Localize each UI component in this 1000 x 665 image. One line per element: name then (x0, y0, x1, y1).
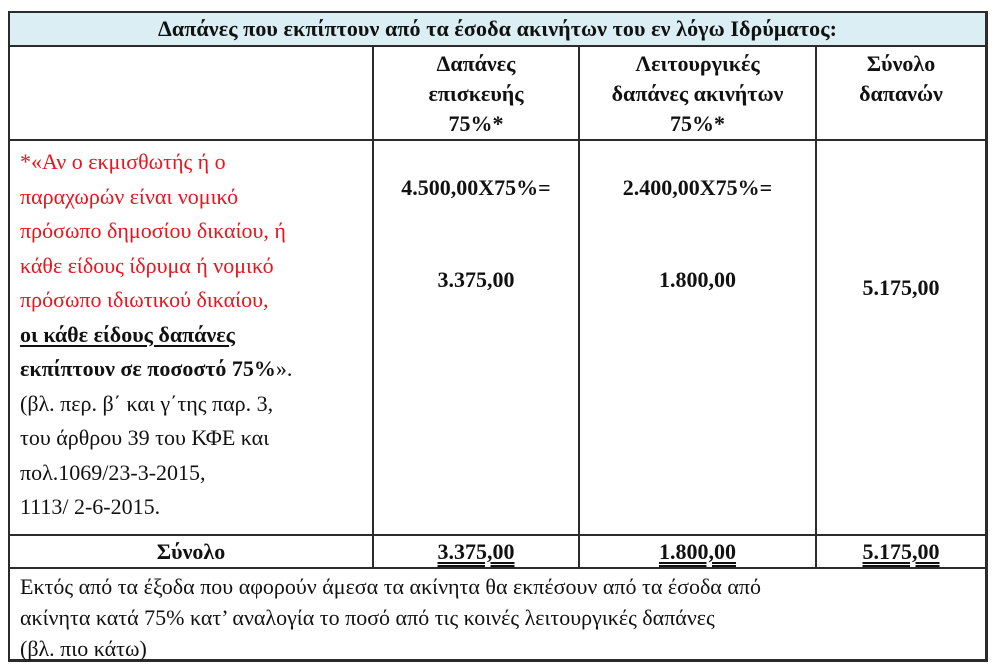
repair-calculation-cell (374, 141, 580, 534)
header-line: Δαπάνες (436, 51, 516, 76)
sum-row (10, 536, 985, 569)
note-line: κάθε είδους ίδρυμα ή νομικό (20, 252, 274, 278)
header-line: Λειτουργικές (635, 51, 760, 76)
calculation-row (10, 141, 985, 536)
sum-repair-value: 3.375,00 (437, 538, 515, 564)
header-line: 75%* (670, 111, 725, 136)
header-empty-cell (10, 47, 374, 139)
note-quote-close: ». (275, 356, 293, 381)
note-reference-line: 1113/ 2-6-2015. (20, 494, 161, 519)
note-reference-line: (βλ. περ. β΄ και γ΄της παρ. 3, (20, 390, 274, 416)
sum-total-value: 5.175,00 (862, 538, 940, 564)
header-line: δαπανών (859, 81, 943, 106)
table-title: Δαπάνες που εκπίπτουν από τα έσοδα ακινήτων του εν λόγω Ιδρύματος: (10, 13, 985, 47)
footer-line: ακίνητα κατά 75% κατ’ αναλογία το ποσό από τις κοινές λειτουργικές δαπάνες (20, 605, 715, 630)
repair-result: 3.375,00 (437, 267, 515, 292)
sum-label: Σύνολο (10, 536, 374, 567)
header-line: Σύνολο (866, 51, 936, 76)
sum-operating-value: 1.800,00 (659, 538, 736, 564)
header-line: 75%* (448, 111, 504, 136)
operating-formula: 2.400,00X75%= (622, 175, 773, 200)
note-line: πρόσωπο δημοσίου δικαίου, ή (20, 218, 286, 243)
footer-line: (βλ. πιο κάτω) (20, 636, 147, 661)
sum-total-cell (817, 536, 985, 567)
legal-note-cell (10, 141, 374, 534)
note-line: *«Αν ο εκμισθωτής ή ο (20, 149, 226, 174)
note-line: πρόσωπο ιδιωτικού δικαίου, (20, 287, 269, 312)
deductible-expenses-table (8, 11, 988, 662)
header-line: επισκευής (428, 81, 524, 106)
header-line: δαπάνες ακινήτων (611, 81, 784, 106)
operating-result: 1.800,00 (659, 267, 736, 292)
footer-line: Εκτός από τα έξοδα που αφορούν άμεσα τα ακίνητα θα εκπέσουν από τα έσοδα από (20, 574, 761, 599)
note-emphasis-bold: εκπίπτουν σε ποσοστό 75% (20, 356, 276, 381)
total-result: 5.175,00 (862, 275, 940, 300)
total-calculation-cell (817, 141, 985, 534)
repair-formula: 4.500,00X75%= (401, 175, 551, 200)
header-total-expenses (817, 47, 985, 139)
sum-operating-cell (580, 536, 817, 567)
header-operating-expenses (580, 47, 817, 139)
operating-calculation-cell (580, 141, 817, 534)
note-line: παραχωρών είναι νομικό (20, 183, 239, 209)
footer-note (10, 569, 985, 659)
note-reference-line: του άρθρου 39 του ΚΦΕ και (20, 425, 270, 450)
header-repair-expenses (374, 47, 580, 139)
note-emphasis-underlined: οι κάθε είδους δαπάνες (20, 321, 235, 347)
column-header-row (10, 47, 985, 141)
note-reference-line: πολ.1069/23-3-2015, (20, 459, 206, 485)
sum-repair-cell (374, 536, 580, 567)
